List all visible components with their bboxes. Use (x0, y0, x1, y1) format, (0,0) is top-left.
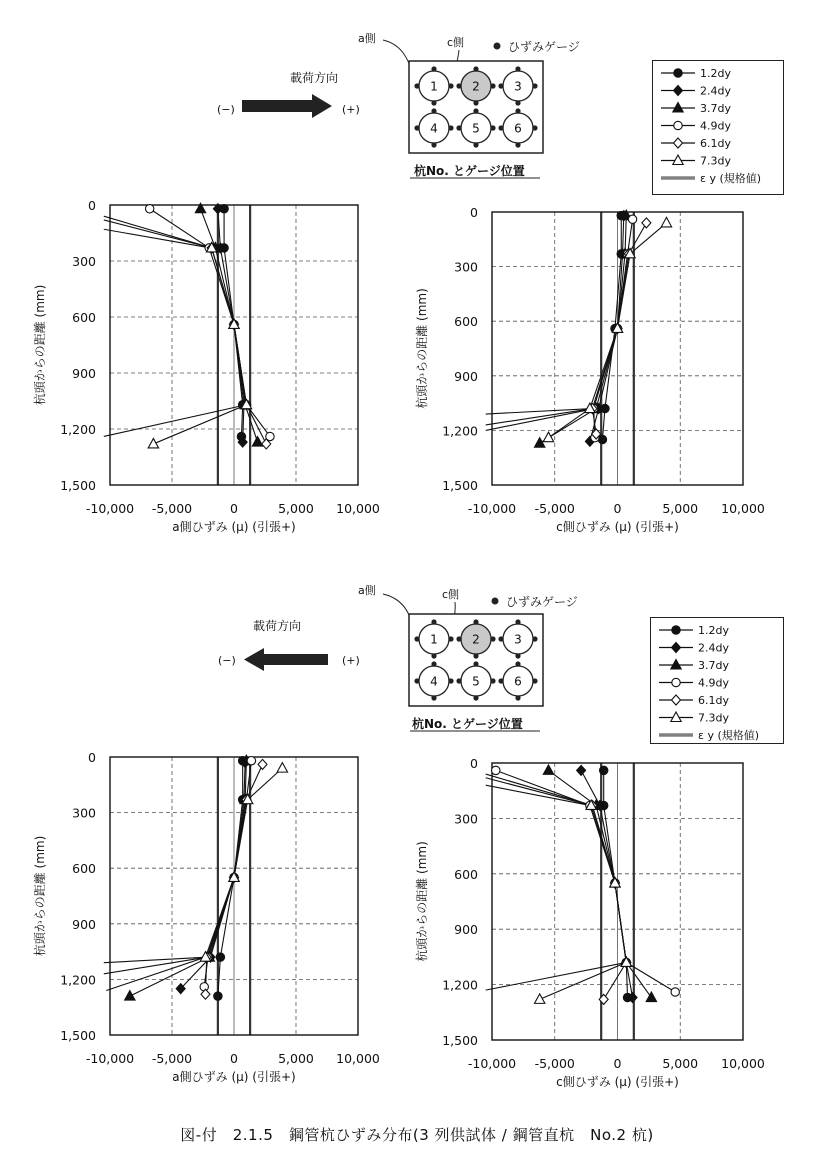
y-tick-label: 1,500 (60, 1028, 96, 1043)
legend-label: 1.2dy (700, 67, 731, 80)
gauge-dot (515, 661, 520, 666)
gauge-dot (532, 678, 537, 683)
gauge-dot (431, 100, 436, 105)
x-axis-label: a側ひずみ (μ) (引張+) (172, 520, 296, 534)
legend-item (661, 85, 731, 98)
data-point-4.9dy (492, 766, 500, 774)
plus-label: (+) (342, 654, 360, 667)
gauge-dot (515, 108, 520, 113)
gauge-dot (431, 108, 436, 113)
y-tick-label: 600 (454, 314, 478, 330)
series-line (486, 785, 590, 805)
x-tick-label: 10,000 (721, 501, 765, 516)
gauge-dot (490, 636, 495, 641)
direction-label: 載荷方向 (290, 71, 339, 85)
gauge-dot (431, 142, 436, 147)
gauge-dot (473, 108, 478, 113)
y-tick-label: 300 (454, 811, 478, 827)
gauge-dot (515, 142, 520, 147)
legend-label: 2.4dy (698, 641, 729, 655)
gauge-dot (414, 678, 419, 683)
x-tick-label: -10,000 (85, 1051, 135, 1066)
y-tick-label: 1,200 (60, 422, 96, 437)
y-tick-label: 600 (72, 861, 96, 877)
x-tick-label: 0 (613, 501, 622, 516)
data-point-1.2dy (599, 766, 607, 774)
legend-marker (672, 643, 681, 653)
y-tick-label: 900 (72, 916, 96, 932)
gauge-dot (473, 100, 478, 105)
legend-label: 3.7dy (700, 102, 731, 115)
x-axis-label: c側ひずみ (μ) (引張+) (556, 520, 679, 534)
gauge-dot (490, 83, 495, 88)
gauge-dot-icon (492, 598, 499, 605)
legend-item (661, 67, 731, 80)
gauge-dot (473, 653, 478, 658)
x-tick-label: 5,000 (278, 501, 314, 516)
y-tick-label: 600 (72, 310, 96, 325)
gridlines (110, 205, 358, 485)
gauge-dot (431, 619, 436, 624)
data-point-4.9dy (628, 215, 636, 223)
chart-top-a-strain (0, 190, 420, 550)
data-point-3.7dy (646, 992, 656, 1002)
c-side-label: c側 (447, 36, 465, 49)
series-line (486, 962, 627, 990)
y-axis-label: 杭頭からの距離 (mm) (415, 841, 429, 962)
data-point-1.2dy (216, 953, 224, 961)
gauge-dot (456, 636, 461, 641)
y-tick-label: 0 (470, 756, 478, 771)
pile-number: 5 (472, 121, 480, 136)
x-tick-label: 10,000 (721, 1056, 765, 1071)
gauge-dot (414, 83, 419, 88)
x-tick-label: 0 (613, 1056, 622, 1071)
data-point-7.3dy (543, 432, 553, 442)
legend-item (661, 137, 731, 150)
y-tick-label: 1,500 (442, 478, 478, 493)
y-tick-label: 1,200 (442, 423, 478, 439)
legend-marker (671, 660, 681, 670)
pile-number: 6 (514, 121, 522, 136)
y-tick-label: 300 (454, 259, 478, 275)
gauge-dot (532, 125, 537, 130)
legend-label: 1.2dy (698, 624, 729, 637)
chart-top-c-strain (405, 190, 834, 550)
gauge-dot (473, 661, 478, 666)
x-tick-label: 5,000 (662, 501, 699, 516)
data-point-4.9dy (247, 757, 255, 765)
legend-item (659, 659, 729, 672)
legend-item (659, 694, 729, 707)
legend-item (659, 642, 729, 655)
y-tick-label: 1,200 (60, 972, 96, 988)
x-tick-label: -10,000 (467, 1056, 517, 1071)
legend-item (661, 155, 731, 168)
legend-label: ε y (規格値) (700, 172, 762, 185)
legend-marker (672, 678, 680, 686)
legend-label: 4.9dy (698, 676, 729, 690)
gauge-dot (498, 678, 503, 683)
y-tick-label: 900 (454, 368, 478, 384)
y-tick-label: 1,500 (60, 478, 96, 493)
series-lines (486, 216, 667, 444)
data-point-2.4dy (577, 765, 586, 775)
x-tick-label: 0 (230, 1051, 238, 1066)
plus-label: (+) (342, 103, 360, 116)
x-tick-label: -5,000 (534, 501, 575, 516)
legend-label: 7.3dy (700, 154, 731, 168)
series-lines (486, 770, 676, 999)
gauge-dot (448, 83, 453, 88)
gauge-dot (498, 83, 503, 88)
legend-top-svg (653, 61, 783, 194)
legend-label: ε y (規格値) (698, 729, 760, 742)
gauge-dot (498, 636, 503, 641)
y-axis-label: 杭頭からの距離 (mm) (33, 284, 47, 406)
y-tick-label: 0 (88, 750, 96, 765)
x-tick-label: -5,000 (151, 1051, 193, 1066)
data-point-3.7dy (252, 437, 262, 447)
data-point-4.9dy (671, 988, 679, 996)
legend-label: 3.7dy (698, 659, 729, 672)
gauge-dot (473, 695, 478, 700)
legend-top (652, 60, 784, 195)
gauge-dot (431, 653, 436, 658)
y-tick-label: 0 (470, 205, 478, 220)
legend-item (659, 712, 729, 725)
gauge-dot (448, 636, 453, 641)
y-tick-label: 600 (454, 866, 478, 882)
y-tick-label: 900 (72, 366, 96, 381)
data-point-4.9dy (200, 983, 208, 991)
x-tick-label: -10,000 (85, 501, 135, 516)
y-tick-label: 0 (88, 198, 96, 213)
legend-marker (672, 626, 680, 634)
legend-bottom-svg (651, 618, 783, 743)
gauge-dot (498, 125, 503, 130)
gauge-dot (448, 678, 453, 683)
legend-item (659, 624, 729, 637)
data-point-7.3dy (661, 217, 671, 227)
x-axis-label: c側ひずみ (μ) (引張+) (556, 1075, 679, 1089)
gauge-dot (515, 66, 520, 71)
gauge-dot (490, 678, 495, 683)
pile-diagram-caption: 杭No. とゲージ位置 (412, 717, 523, 731)
series-line-7.3dy (106, 768, 282, 990)
minus-label: (−) (218, 654, 236, 667)
legend-label: 2.4dy (700, 84, 731, 98)
y-tick-label: 900 (454, 922, 478, 938)
data-point-7.3dy (277, 763, 287, 773)
legend-marker (671, 712, 681, 722)
pile-diagram-caption: 杭No. とゲージ位置 (414, 164, 525, 178)
pile-number: 5 (472, 674, 480, 689)
chart-bottom-c-strain (405, 740, 834, 1100)
data-markers (492, 765, 680, 1004)
minus-label: (−) (217, 103, 235, 116)
gauge-dot (456, 678, 461, 683)
legend-label: 6.1dy (698, 694, 729, 707)
legend-bottom (650, 617, 784, 744)
series-line-6.1dy (104, 216, 266, 444)
x-tick-label: 10,000 (336, 1051, 380, 1066)
pile-number: 1 (430, 632, 438, 647)
pile-number: 1 (430, 79, 438, 94)
legend-label: 7.3dy (698, 711, 729, 725)
legend-marker (672, 695, 681, 705)
direction-label: 載荷方向 (253, 619, 302, 633)
legend-label: 6.1dy (700, 137, 731, 150)
data-point-6.1dy (642, 218, 651, 228)
x-axis-label: a側ひずみ (μ) (引張+) (172, 1070, 296, 1084)
gauge-dot-icon (494, 43, 501, 50)
gauge-dot (473, 619, 478, 624)
data-point-7.3dy (534, 994, 544, 1003)
gauge-dot (431, 695, 436, 700)
pile-number: 4 (430, 121, 438, 136)
data-point-7.3dy (148, 438, 158, 447)
gauge-dot (431, 66, 436, 71)
gauge-dot (532, 83, 537, 88)
pile-number: 3 (514, 632, 522, 647)
data-point-3.7dy (125, 991, 135, 1000)
legend-marker (674, 121, 682, 129)
gauge-legend-label: ひずみゲージ (506, 595, 578, 609)
gauge-dot (456, 125, 461, 130)
gauge-dot (515, 653, 520, 658)
legend-marker (674, 138, 683, 148)
a-side-label: a側 (358, 32, 376, 45)
pile-number: 2 (472, 79, 480, 94)
y-tick-label: 300 (72, 254, 96, 269)
gauge-dot (515, 619, 520, 624)
series-line (104, 405, 247, 437)
a-side-label: a側 (358, 584, 376, 597)
series-lines (104, 761, 283, 996)
figure-caption: 図-付 2.1.5 鋼管杭ひずみ分布(3 列供試体 / 鋼管直杭 No.2 杭) (180, 1126, 654, 1144)
y-axis-label: 杭頭からの距離 (mm) (33, 835, 47, 957)
y-axis-label: 杭頭からの距離 (mm) (415, 288, 429, 409)
chart-bottom-a-strain (0, 740, 420, 1100)
gauge-dot (490, 125, 495, 130)
series-line-4.9dy (150, 209, 270, 437)
gauge-dot (414, 125, 419, 130)
x-tick-label: -5,000 (151, 501, 193, 516)
pile-number: 2 (472, 632, 480, 647)
legend-item (661, 120, 731, 133)
x-tick-label: 0 (230, 501, 238, 516)
legend-item (661, 171, 761, 185)
data-point-6.1dy (258, 759, 267, 769)
gauge-dot (414, 636, 419, 641)
arrow-left-icon (244, 648, 328, 671)
x-tick-label: 5,000 (278, 1051, 314, 1066)
gauge-dot (532, 636, 537, 641)
gauge-dot (448, 125, 453, 130)
pile-number: 4 (430, 674, 438, 689)
legend-item (659, 677, 729, 690)
data-point-3.7dy (543, 765, 553, 775)
gauge-dot (515, 695, 520, 700)
pile-number: 3 (514, 79, 522, 94)
gauge-dot (473, 66, 478, 71)
gauge-dot (431, 661, 436, 666)
legend-marker (674, 86, 683, 96)
x-tick-label: 10,000 (336, 501, 380, 516)
x-tick-label: -10,000 (467, 501, 517, 516)
gauge-legend-label: ひずみゲージ (508, 40, 580, 54)
y-tick-label: 300 (72, 805, 96, 821)
legend-marker (673, 103, 683, 113)
y-tick-label: 1,200 (442, 977, 478, 993)
c-side-label: c側 (442, 588, 460, 601)
gauge-dot (515, 100, 520, 105)
legend-label: 4.9dy (700, 119, 731, 133)
legend-marker (673, 155, 683, 165)
legend-item (661, 102, 731, 115)
y-tick-label: 1,500 (442, 1033, 478, 1048)
gauge-dot (456, 83, 461, 88)
x-tick-label: 5,000 (662, 1056, 699, 1071)
gauge-dot (473, 142, 478, 147)
data-point-1.2dy (214, 992, 222, 1000)
x-tick-label: -5,000 (534, 1056, 575, 1071)
gridlines (110, 757, 358, 1035)
legend-marker (674, 69, 682, 77)
arrow-right-icon (242, 94, 332, 118)
pile-number: 6 (514, 674, 522, 689)
data-point-3.7dy (534, 438, 544, 448)
data-point-4.9dy (145, 205, 153, 213)
